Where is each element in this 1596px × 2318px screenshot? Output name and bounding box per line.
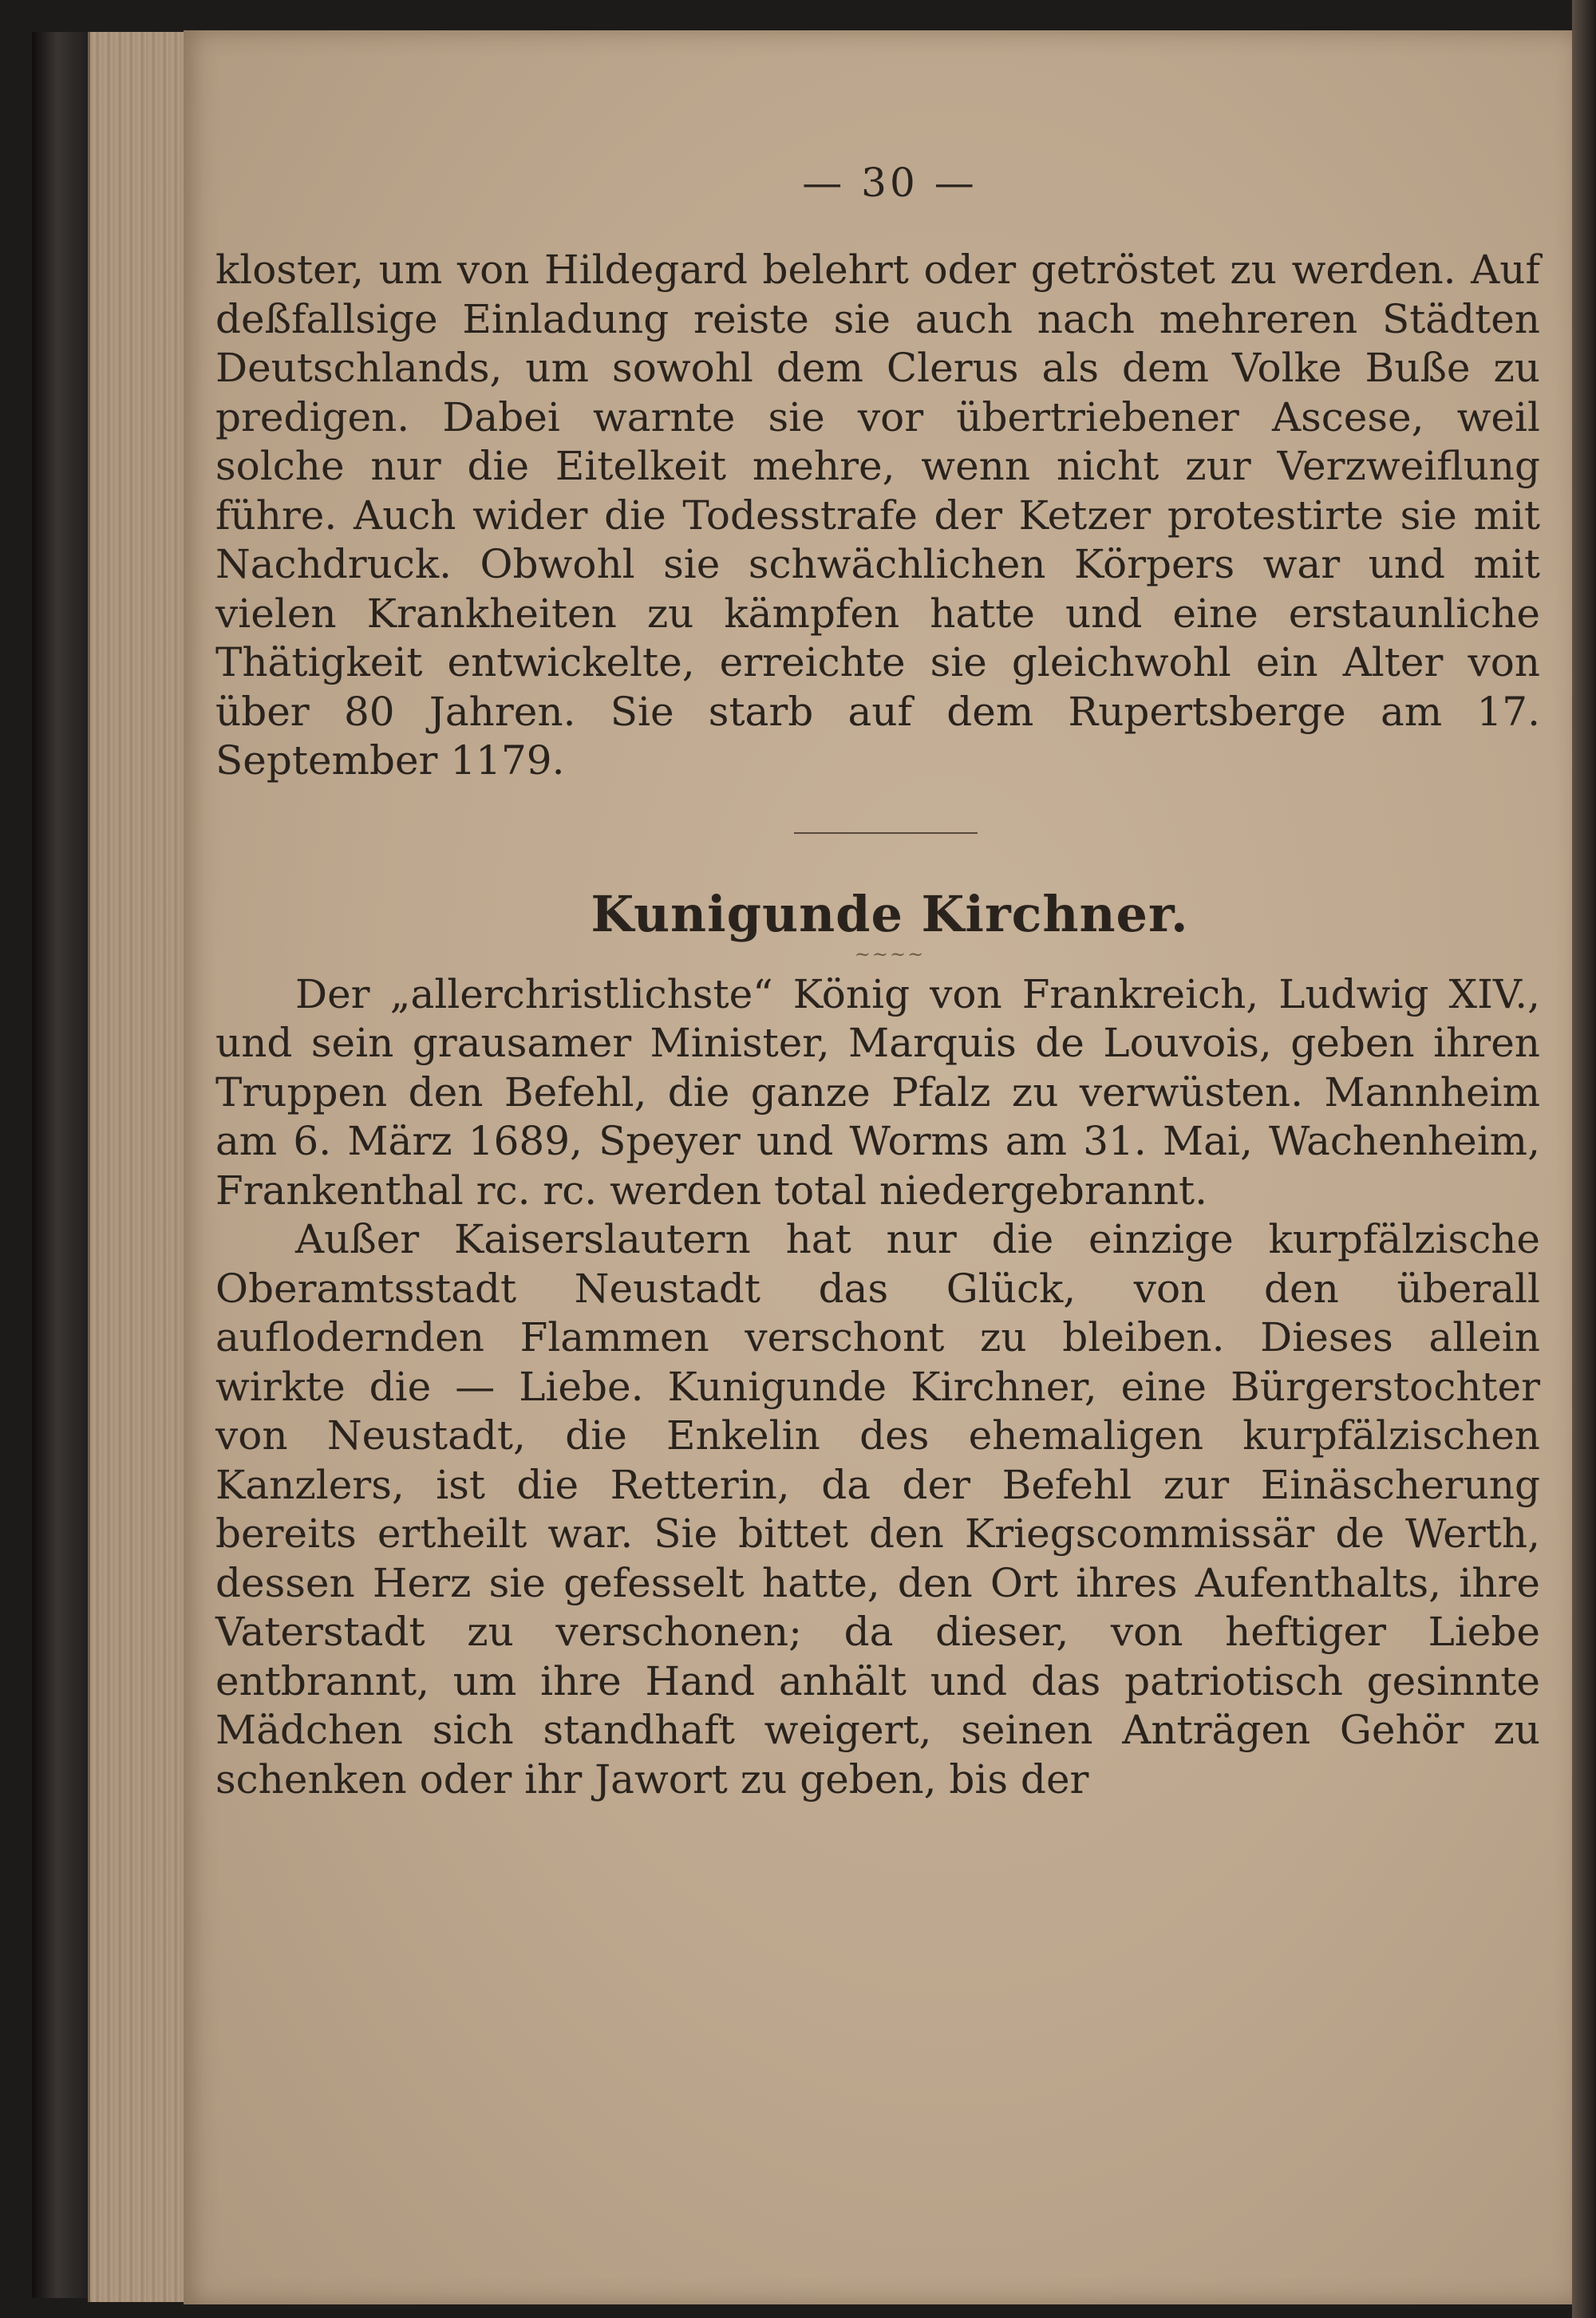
paragraph-2: Außer Kaiserslautern hat nur die einzige kurpfälzische Oberamtsstadt Neustadt das Glück, von den überall auflodernden Flammen verschont zu bleiben. Dieses allein wirkte die — Liebe. Kunigunde Kirchner, eine Bürgerstochter von Neustadt, die Enkelin des ehemaligen kurpfälzischen Kanzlers, ist die Retterin, da der Befehl zur Einäscherung bereits ertheilt war. Sie bittet den Kriegscommissär de Werth, dessen Herz sie gefesselt hatte, den Ort ihres Aufenthalts, ihre Vaterstadt zu verschonen; da dieser, von heftiger Liebe entbrannt, um ihre Hand anhält und das patriotisch gesinnte Mädchen sich standhaft weigert, seinen Anträgen Gehör zu schenken oder ihr Jawort zu geben, bis der xyxy=(215,1216,1540,1803)
title-ornament: ~~~~ xyxy=(854,942,926,966)
page-shadow xyxy=(1572,0,1596,2318)
book-spine xyxy=(32,32,96,2298)
paragraph-1: Der „allerchristlichste“ König von Frankreich, Ludwig XIV., und sein grausamer Minister, Marquis de Louvois, geben ihren Truppen den Befehl, die ganze Pfalz zu verwüsten. Mannheim am 6. März 1689, Speyer und Worms am 31. Mai, Wachenheim, Frankenthal rc. rc. werden total niedergebrannt. xyxy=(215,970,1540,1214)
page-number: — 30 — xyxy=(802,160,978,206)
paragraph-continued: kloster, um von Hildegard belehrt oder getröstet zu werden. Auf deßfallsige Einladung reiste sie auch nach mehreren Städten Deutschlands, um sowohl dem Clerus als dem Volke Buße zu predigen. Dabei warnte sie vor übertriebener Ascese, weil solche nur die Eitelkeit mehre, wenn nicht zur Verzweiflung führe. Auch wider die Todesstrafe der Ketzer protestirte sie mit Nachdruck. Obwohl sie schwächlichen Körpers war und mit vielen Krankheiten zu kämpfen hatte und eine erstaunliche Thätigkeit entwickelte, erreichte sie gleichwohl ein Alter von über 80 Jahren. Sie starb auf dem Rupertsberge am 17. September 1179. xyxy=(215,247,1540,784)
section-title: Kunigunde Kirchner. xyxy=(591,884,1189,943)
section-divider xyxy=(794,832,978,834)
page-text xyxy=(215,160,1540,1804)
